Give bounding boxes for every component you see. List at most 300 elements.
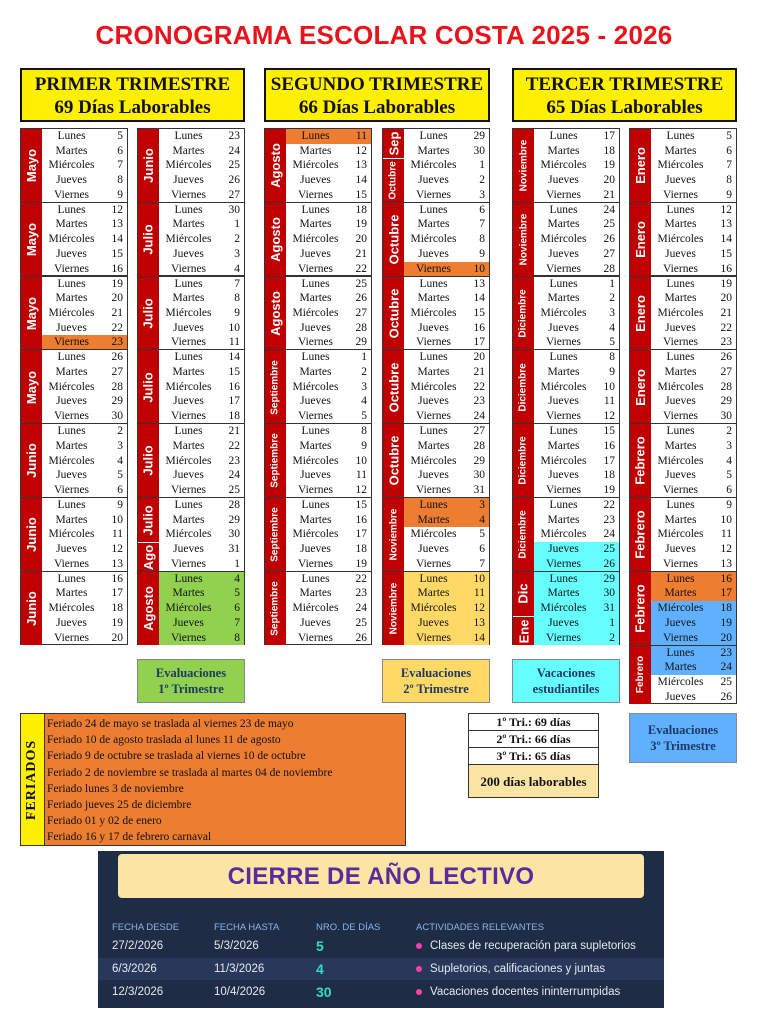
day-row	[286, 513, 371, 528]
day-name: Martes	[172, 144, 205, 157]
actividad: Clases de recuperación para supletorios	[430, 940, 636, 952]
cierre-row	[98, 935, 664, 957]
day-name: Miércoles	[540, 306, 587, 319]
day-row	[651, 380, 736, 395]
day-number: 9	[609, 366, 615, 379]
day-name: Viernes	[170, 336, 207, 349]
day-number: 28	[473, 439, 485, 452]
day-number: 27	[473, 425, 485, 438]
day-number: 28	[228, 499, 240, 511]
day-row	[159, 424, 244, 439]
day-name: Miércoles	[165, 306, 212, 319]
day-row	[159, 306, 244, 321]
day-number: 19	[355, 557, 367, 570]
day-row	[42, 350, 127, 365]
day-number: 27	[111, 366, 123, 379]
day-name: Martes	[172, 218, 205, 231]
day-row	[159, 513, 244, 528]
day-row	[534, 262, 619, 277]
day-row	[404, 203, 489, 218]
day-row	[159, 454, 244, 469]
day-name: Viernes	[297, 188, 334, 201]
day-row	[651, 335, 736, 350]
day-name: Miércoles	[410, 528, 457, 541]
day-name: Martes	[664, 661, 697, 674]
day-name: Miércoles	[292, 306, 339, 319]
day-number: 13	[473, 616, 485, 629]
day-number: 22	[228, 439, 240, 452]
day-name: Miércoles	[48, 380, 95, 393]
day-row	[404, 468, 489, 483]
day-number: 14	[720, 233, 732, 246]
day-row	[159, 144, 244, 159]
month-label: Diciembre	[513, 498, 534, 572]
day-name: Miércoles	[657, 454, 704, 467]
day-row	[651, 277, 736, 292]
header-nro-dias: NRO. DE DÍAS	[316, 922, 381, 933]
day-number: 30	[720, 410, 732, 423]
week-block	[137, 128, 245, 203]
day-name: Lunes	[174, 572, 203, 585]
day-number: 10	[355, 454, 367, 467]
day-number: 16	[111, 572, 123, 585]
day-number: 23	[111, 336, 123, 349]
month-label: Mayo	[21, 203, 42, 277]
month-label: Junio	[21, 424, 42, 498]
day-number: 25	[228, 483, 240, 496]
day-number: 19	[111, 616, 123, 629]
day-number: 8	[234, 292, 240, 305]
day-number: 4	[479, 513, 485, 526]
day-row	[404, 498, 489, 513]
fecha-desde: 12/3/2026	[112, 986, 164, 998]
day-name: Martes	[547, 292, 580, 305]
day-row	[651, 586, 736, 601]
day-number: 1	[479, 159, 485, 172]
month-label: Agosto	[265, 203, 286, 277]
day-name: Miércoles	[48, 306, 95, 319]
day-number: 28	[111, 380, 123, 393]
day-number: 8	[479, 233, 485, 246]
day-row	[42, 601, 127, 616]
day-number: 26	[603, 233, 615, 246]
day-row	[159, 188, 244, 203]
day-name: Martes	[417, 218, 450, 231]
day-row	[651, 660, 736, 675]
day-row	[651, 513, 736, 528]
day-row	[404, 424, 489, 439]
day-name: Lunes	[57, 277, 86, 290]
day-row	[42, 380, 127, 395]
day-number: 28	[603, 262, 615, 275]
day-name: Viernes	[662, 188, 699, 201]
day-row	[534, 217, 619, 232]
day-number: 2	[234, 233, 240, 246]
day-row	[534, 188, 619, 203]
day-row	[651, 616, 736, 631]
week-block	[512, 571, 620, 646]
day-row	[42, 616, 127, 631]
day-number: 30	[111, 410, 123, 423]
day-number: 18	[355, 203, 367, 216]
day-name: Lunes	[419, 499, 448, 511]
day-row	[286, 365, 371, 380]
day-row	[286, 586, 371, 601]
day-row	[159, 203, 244, 218]
day-row	[404, 350, 489, 365]
day-number: 24	[603, 528, 615, 541]
day-name: Viernes	[415, 410, 452, 423]
day-name: Viernes	[170, 410, 207, 423]
day-number: 5	[117, 130, 123, 142]
day-name: Martes	[664, 366, 697, 379]
day-name: Jueves	[56, 616, 87, 629]
day-name: Viernes	[415, 557, 452, 570]
day-number: 8	[726, 174, 732, 187]
day-name: Jueves	[56, 174, 87, 187]
day-number: 21	[111, 306, 123, 319]
day-number: 29	[603, 572, 615, 585]
feriados-box	[20, 713, 406, 846]
day-number: 14	[228, 351, 240, 364]
day-name: Martes	[172, 439, 205, 452]
day-row	[404, 527, 489, 542]
day-name: Viernes	[170, 188, 207, 201]
week-block	[629, 202, 737, 277]
day-row	[534, 335, 619, 350]
day-row	[286, 129, 371, 144]
day-number: 12	[355, 483, 367, 496]
day-number: 30	[473, 469, 485, 482]
day-number: 26	[720, 351, 732, 364]
week-block	[382, 349, 490, 424]
day-name: Jueves	[548, 174, 579, 187]
day-name: Jueves	[173, 174, 204, 187]
day-name: Lunes	[549, 499, 578, 511]
week-block	[20, 128, 128, 203]
week-block	[382, 497, 490, 572]
page-title: CRONOGRAMA ESCOLAR COSTA 2025 - 2026	[95, 20, 673, 50]
day-name: Viernes	[662, 262, 699, 275]
day-name: Jueves	[300, 247, 331, 260]
day-number: 20	[720, 631, 732, 644]
day-name: Miércoles	[48, 528, 95, 541]
day-number: 27	[355, 306, 367, 319]
day-name: Jueves	[56, 321, 87, 334]
day-name: Jueves	[173, 616, 204, 629]
day-name: Viernes	[662, 336, 699, 349]
day-row	[286, 439, 371, 454]
day-name: Viernes	[170, 631, 207, 644]
day-number: 25	[355, 277, 367, 290]
day-name: Lunes	[419, 203, 448, 216]
actividad: Vacaciones docentes ininterrumpidas	[430, 986, 621, 998]
summary-row: 2º Tri.: 66 días	[468, 730, 599, 747]
day-name: Miércoles	[540, 380, 587, 393]
day-name: Martes	[55, 439, 88, 452]
day-name: Martes	[55, 513, 88, 526]
day-row	[159, 365, 244, 380]
day-name: Martes	[664, 439, 697, 452]
day-number: 9	[479, 247, 485, 260]
day-name: Viernes	[662, 483, 699, 496]
day-name: Lunes	[549, 572, 578, 585]
day-number: 4	[361, 395, 367, 408]
day-row	[286, 542, 371, 557]
week-block	[20, 497, 128, 572]
day-row	[404, 335, 489, 350]
day-name: Viernes	[170, 483, 207, 496]
day-name: Martes	[417, 366, 450, 379]
day-name: Miércoles	[410, 380, 457, 393]
legend-eval-3-line1: Evaluaciones	[647, 723, 719, 737]
day-row	[651, 424, 736, 439]
day-row	[404, 586, 489, 601]
day-row	[286, 217, 371, 232]
day-row	[651, 291, 736, 306]
day-row	[159, 616, 244, 631]
day-row	[534, 173, 619, 188]
day-row	[651, 690, 736, 705]
bullet-icon	[416, 943, 422, 949]
day-number: 16	[603, 439, 615, 452]
day-number: 26	[355, 631, 367, 644]
day-row	[404, 232, 489, 247]
day-name: Jueves	[548, 395, 579, 408]
day-number: 9	[726, 188, 732, 201]
day-row	[651, 646, 736, 661]
month-label: Febrero	[630, 572, 651, 646]
day-row	[404, 247, 489, 262]
trimester-3-header	[512, 68, 737, 122]
day-row	[42, 454, 127, 469]
day-number: 20	[355, 233, 367, 246]
day-row	[42, 144, 127, 159]
day-name: Lunes	[419, 277, 448, 290]
days-summary	[468, 713, 599, 798]
day-row	[286, 380, 371, 395]
day-number: 6	[479, 203, 485, 216]
trimester-2-header	[264, 68, 490, 122]
day-row	[159, 601, 244, 616]
day-number: 18	[603, 469, 615, 482]
day-name: Lunes	[666, 646, 695, 659]
cierre-row	[98, 958, 664, 980]
day-row	[286, 631, 371, 646]
day-number: 4	[234, 572, 240, 585]
day-name: Viernes	[297, 483, 334, 496]
day-number: 26	[228, 174, 240, 187]
day-name: Martes	[55, 218, 88, 231]
day-name: Jueves	[548, 321, 579, 334]
day-name: Jueves	[548, 543, 579, 556]
day-number: 19	[355, 218, 367, 231]
day-name: Miércoles	[292, 454, 339, 467]
day-row	[651, 203, 736, 218]
day-number: 23	[473, 395, 485, 408]
day-row	[159, 631, 244, 646]
day-number: 22	[603, 499, 615, 511]
month-label: Dic	[513, 572, 534, 616]
bullet-icon	[416, 989, 422, 995]
day-row	[404, 144, 489, 159]
day-name: Lunes	[301, 203, 330, 216]
day-number: 15	[111, 247, 123, 260]
day-name: Martes	[664, 292, 697, 305]
week-block	[629, 349, 737, 424]
day-row	[534, 586, 619, 601]
day-row	[651, 542, 736, 557]
day-name: Lunes	[549, 130, 578, 142]
day-number: 16	[720, 262, 732, 275]
day-number: 25	[603, 218, 615, 231]
day-number: 29	[355, 336, 367, 349]
day-name: Miércoles	[165, 380, 212, 393]
day-number: 4	[609, 321, 615, 334]
month-label: Octubre	[383, 158, 404, 202]
bullet-icon	[416, 966, 422, 972]
day-number: 1	[361, 351, 367, 364]
day-number: 19	[720, 277, 732, 290]
day-row	[42, 158, 127, 173]
day-name: Viernes	[662, 557, 699, 570]
day-row	[534, 483, 619, 498]
day-name: Lunes	[301, 277, 330, 290]
day-row	[404, 173, 489, 188]
day-number: 13	[720, 557, 732, 570]
day-row	[534, 394, 619, 409]
day-number: 17	[228, 395, 240, 408]
feriado-item: Feriado jueves 25 de diciembre	[47, 798, 192, 811]
day-name: Jueves	[548, 469, 579, 482]
day-row	[159, 321, 244, 336]
day-name: Lunes	[666, 499, 695, 511]
day-row	[286, 277, 371, 292]
day-row	[42, 188, 127, 203]
day-number: 20	[473, 351, 485, 364]
day-number: 11	[603, 395, 615, 408]
day-name: Jueves	[418, 469, 449, 482]
week-block	[20, 423, 128, 498]
month-label: Febrero	[630, 498, 651, 572]
day-row	[534, 158, 619, 173]
day-number: 7	[479, 557, 485, 570]
day-row	[42, 247, 127, 262]
day-row	[42, 586, 127, 601]
legend-eval-1	[137, 659, 245, 703]
day-number: 8	[361, 425, 367, 438]
day-row	[534, 306, 619, 321]
month-label: Mayo	[21, 129, 42, 203]
week-block	[629, 423, 737, 498]
day-name: Viernes	[545, 262, 582, 275]
day-name: Martes	[172, 513, 205, 526]
day-number: 19	[603, 159, 615, 172]
day-number: 17	[603, 454, 615, 467]
day-name: Martes	[664, 144, 697, 157]
month-label: Julio	[138, 498, 159, 542]
day-row	[651, 158, 736, 173]
day-number: 24	[720, 661, 732, 674]
day-number: 28	[355, 321, 367, 334]
day-name: Viernes	[53, 631, 90, 644]
day-name: Jueves	[418, 174, 449, 187]
day-row	[404, 572, 489, 587]
day-number: 24	[228, 469, 240, 482]
day-number: 20	[111, 292, 123, 305]
day-row	[651, 350, 736, 365]
day-number: 2	[609, 631, 615, 644]
day-name: Lunes	[666, 351, 695, 364]
day-number: 5	[726, 130, 732, 142]
day-name: Lunes	[174, 203, 203, 216]
day-row	[286, 173, 371, 188]
day-row	[159, 232, 244, 247]
day-row	[404, 454, 489, 469]
day-number: 22	[355, 572, 367, 585]
cierre-title: CIERRE DE AÑO LECTIVO	[118, 854, 644, 898]
day-number: 18	[603, 144, 615, 157]
day-row	[534, 542, 619, 557]
day-name: Jueves	[548, 616, 579, 629]
fecha-desde: 27/2/2026	[112, 940, 164, 952]
day-number: 21	[720, 306, 732, 319]
day-number: 8	[609, 351, 615, 364]
day-name: Jueves	[665, 543, 696, 556]
day-name: Miércoles	[165, 233, 212, 246]
month-label: Octubre	[383, 350, 404, 424]
day-row	[159, 380, 244, 395]
day-row	[534, 232, 619, 247]
day-row	[42, 291, 127, 306]
day-number: 18	[111, 602, 123, 615]
day-name: Lunes	[549, 277, 578, 290]
day-number: 12	[603, 410, 615, 423]
cierre-panel	[98, 851, 664, 1008]
day-name: Miércoles	[292, 602, 339, 615]
week-block	[20, 349, 128, 424]
week-block	[264, 571, 372, 646]
day-row	[159, 439, 244, 454]
day-number: 16	[228, 380, 240, 393]
day-row	[159, 291, 244, 306]
day-row	[159, 468, 244, 483]
day-row	[159, 527, 244, 542]
day-row	[651, 498, 736, 513]
day-row	[42, 498, 127, 513]
day-row	[534, 291, 619, 306]
week-block	[382, 276, 490, 351]
day-number: 2	[609, 292, 615, 305]
day-number: 13	[355, 159, 367, 172]
day-row	[651, 394, 736, 409]
day-row	[404, 616, 489, 631]
day-name: Jueves	[665, 469, 696, 482]
day-name: Jueves	[418, 395, 449, 408]
day-name: Lunes	[419, 572, 448, 585]
day-number: 23	[228, 130, 240, 142]
day-row	[42, 277, 127, 292]
month-label: Septiembre	[265, 572, 286, 646]
day-name: Lunes	[549, 425, 578, 438]
fecha-desde: 6/3/2026	[112, 963, 157, 975]
day-row	[159, 572, 244, 587]
day-number: 21	[228, 425, 240, 438]
day-row	[159, 277, 244, 292]
week-block	[512, 276, 620, 351]
day-row	[404, 129, 489, 144]
day-name: Jueves	[56, 469, 87, 482]
